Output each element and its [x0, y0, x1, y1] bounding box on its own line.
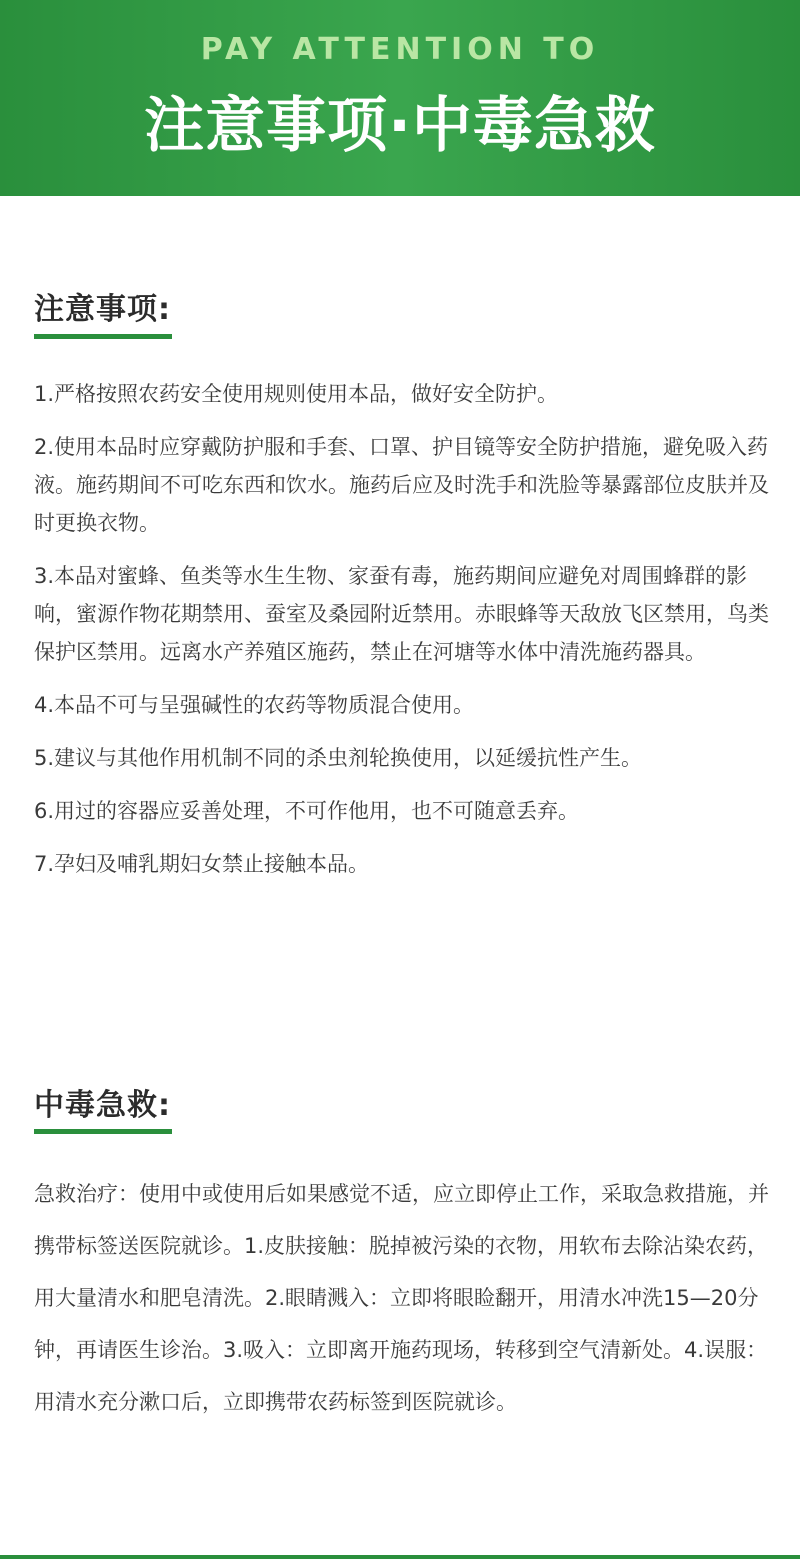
precautions-list	[34, 375, 774, 898]
banner-english-title: PAY ATTENTION TO	[200, 32, 600, 67]
precaution-item: 2.使用本品时应穿戴防护服和手套、口罩、护目镜等安全防护措施，避免吸入药液。施药期间不可吃东西和饮水。施药后应及时洗手和洗脸等暴露部位皮肤并及时更换衣物。	[34, 435, 769, 535]
precaution-item: 1.严格按照农药安全使用规则使用本品，做好安全防护。	[34, 382, 559, 406]
precaution-item: 5.建议与其他作用机制不同的杀虫剂轮换使用，以延缓抗性产生。	[34, 746, 643, 770]
first-aid-paragraph: 急救治疗：使用中或使用后如果感觉不适，应立即停止工作，采取急救措施，并携带标签送医院就诊。1.皮肤接触：脱掉被污染的衣物，用软布去除沾染农药，用大量清水和肥皂清洗。2.眼睛溅入：立即将眼睑翻开，用清水冲洗15—20分钟，再请医生诊治。3.吸入：立即离开施药现场，转移到空气清新处。4.误服：用清水充分漱口后，立即携带农药标签到医院就诊。	[34, 1182, 769, 1414]
precaution-item: 6.用过的容器应妥善处理，不可作他用，也不可随意丢弃。	[34, 799, 580, 823]
precautions-title: 注意事项:	[34, 292, 171, 327]
precaution-item: 7.孕妇及哺乳期妇女禁止接触本品。	[34, 852, 370, 876]
precaution-item: 4.本品不可与呈强碱性的农药等物质混合使用。	[34, 693, 475, 717]
bottom-divider	[0, 1555, 800, 1559]
precaution-item: 3.本品对蜜蜂、鱼类等水生生物、家蚕有毒，施药期间应避免对周围蜂群的影响，蜜源作物花期禁用、蚕室及桑园附近禁用。赤眼蜂等天敌放飞区禁用，鸟类保护区禁用。远离水产养殖区施药，禁止在河塘等水体中清洗施药器具。	[34, 564, 769, 664]
first-aid-text	[34, 1168, 774, 1443]
first-aid-underline	[34, 1129, 172, 1134]
header-banner	[0, 0, 800, 196]
precautions-underline	[34, 334, 172, 339]
first-aid-title: 中毒急救:	[34, 1088, 171, 1123]
banner-chinese-title: 注意事项·中毒急救	[144, 91, 656, 161]
